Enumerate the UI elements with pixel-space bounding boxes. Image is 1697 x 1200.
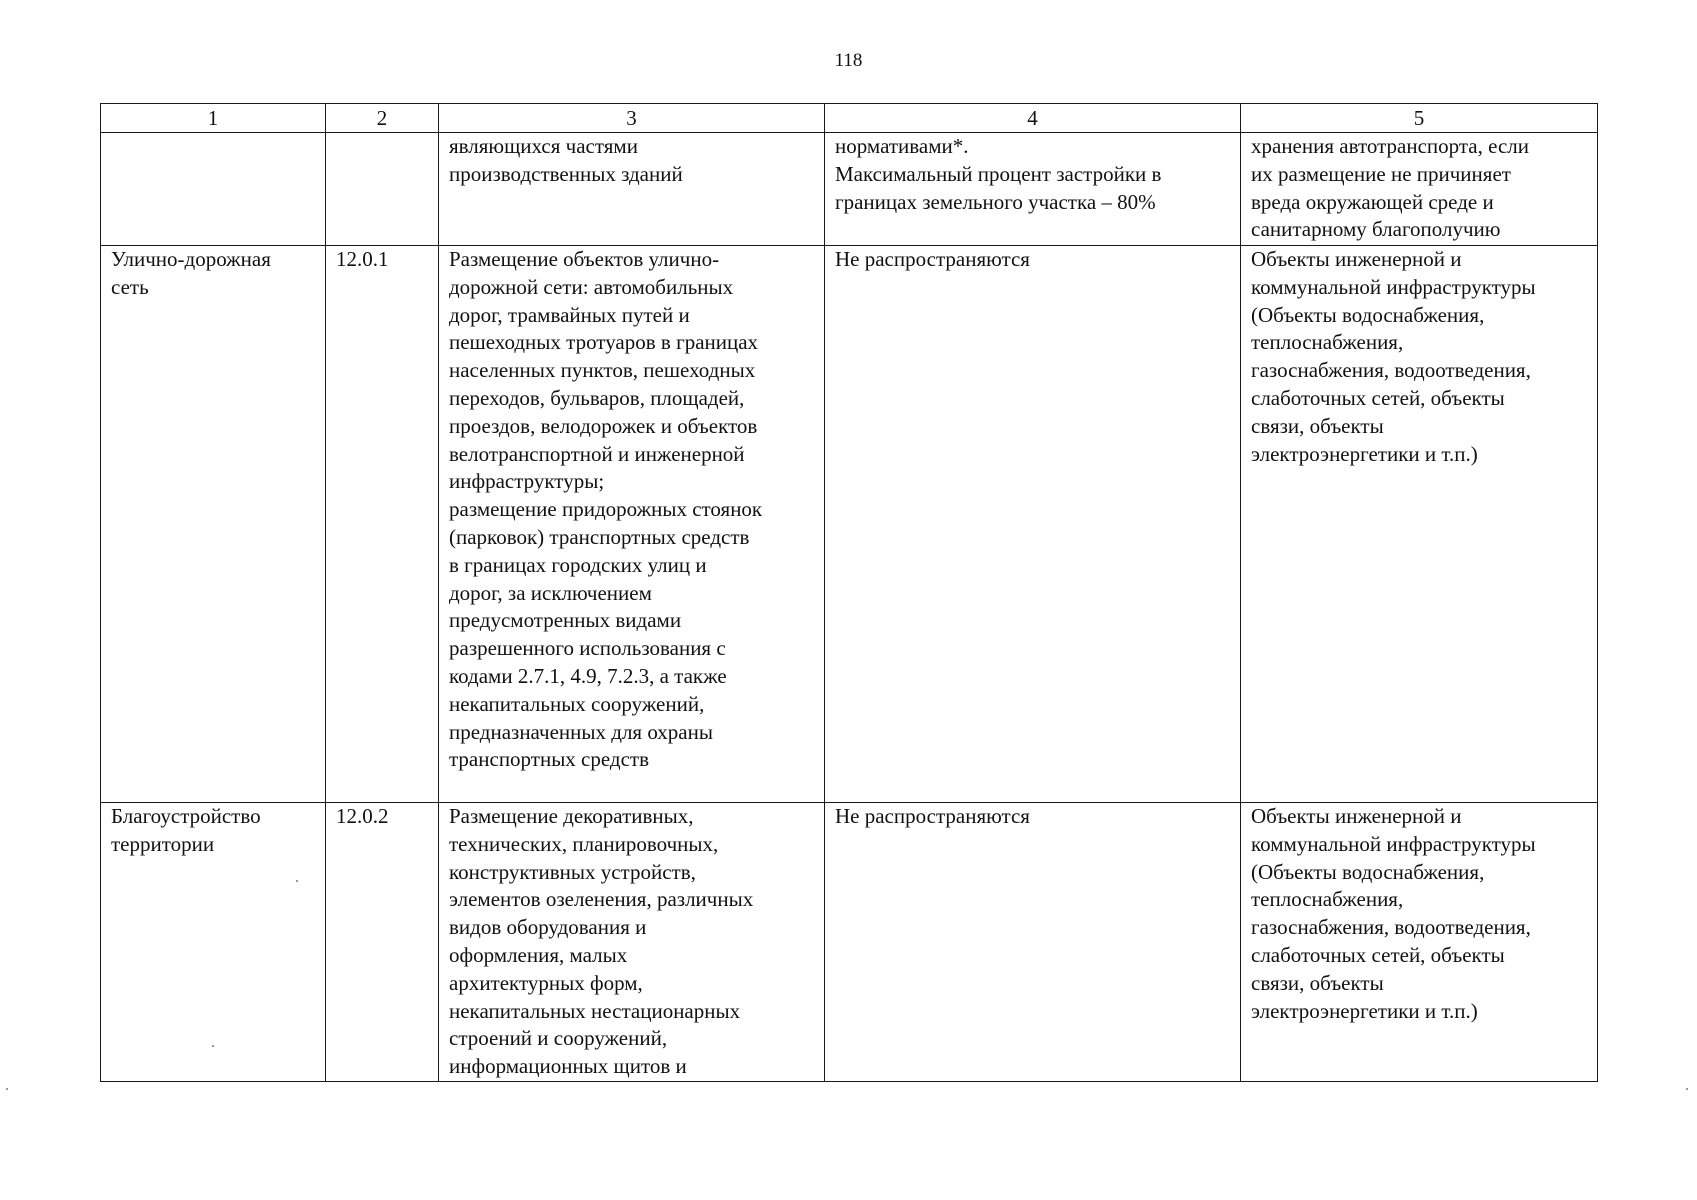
parameters-cell xyxy=(825,803,1241,1082)
parameters-cell xyxy=(825,133,1241,246)
table-body xyxy=(101,133,1598,1082)
land-use-code: 12.0.2 xyxy=(336,804,389,828)
land-use-code-cell xyxy=(326,246,439,803)
land-use-description: Размещение декоративных, технических, планировочных, конструктивных устройств, элементов озеленения, различных видов оборудования и оформления, малых архитектурных форм, некапитальных нестационарных строений и сооружений, информационных щитов и xyxy=(449,804,754,1079)
table-header xyxy=(101,104,1598,133)
column-header-1: 1 xyxy=(101,104,326,133)
land-use-name: Улично-дорожная сеть xyxy=(111,247,271,299)
scan-speck xyxy=(296,880,298,882)
table-row xyxy=(101,803,1598,1082)
table-row xyxy=(101,133,1598,246)
table-row xyxy=(101,246,1598,803)
column-header-3: 3 xyxy=(439,104,825,133)
page-number: 118 xyxy=(834,50,863,71)
permitted-parameters: нормативами*. Максимальный процент застройки в границах земельного участка – 80% xyxy=(835,134,1162,214)
header-row xyxy=(101,104,1598,133)
auxiliary-cell xyxy=(1241,246,1598,803)
description-cell xyxy=(439,133,825,246)
auxiliary-cell xyxy=(1241,803,1598,1082)
land-use-name-cell xyxy=(101,133,326,246)
regulations-table xyxy=(100,103,1598,1082)
permitted-parameters: Не распространяются xyxy=(835,247,1030,271)
permitted-parameters: Не распространяются xyxy=(835,804,1030,828)
land-use-name-cell xyxy=(101,246,326,803)
land-use-name-cell xyxy=(101,803,326,1082)
land-use-code-cell xyxy=(326,133,439,246)
auxiliary-uses: хранения автотранспорта, если их размещение не причиняет вреда окружающей среде и санитарному благополучию xyxy=(1251,134,1530,242)
scan-speck xyxy=(6,1088,8,1090)
land-use-code: 12.0.1 xyxy=(336,247,389,271)
column-header-2: 2 xyxy=(326,104,439,133)
auxiliary-uses: Объекты инженерной и коммунальной инфраструктуры (Объекты водоснабжения, теплоснабжения, газоснабжения, водоотведения, слаботочных сетей, объекты связи, объекты электроэнергетики и т.п.) xyxy=(1251,247,1536,466)
scan-speck xyxy=(1686,1088,1688,1090)
land-use-name: Благоустройство территории xyxy=(111,804,261,856)
description-cell xyxy=(439,803,825,1082)
auxiliary-cell xyxy=(1241,133,1598,246)
description-cell xyxy=(439,246,825,803)
land-use-description: Размещение объектов улично- дорожной сети: автомобильных дорог, трамвайных путей и пешеходных тротуаров в границах населенных пунктов, пешеходных переходов, бульваров, площадей, проездов, велодорожек и объектов велотранспортной и инженерной инфраструктуры; размещение придорожных стоянок (парковок) транспортных средств в границах городских улиц и дорог, за исключением предусмотренных видами разрешенного использования с кодами 2.7.1, 4.9, 7.2.3, а также некапитальных сооружений, предназначенных для охраны транспортных средств xyxy=(449,247,763,772)
land-use-description: являющихся частями производственных зданий xyxy=(449,134,683,186)
parameters-cell xyxy=(825,246,1241,803)
land-use-code-cell xyxy=(326,803,439,1082)
scan-speck xyxy=(212,1045,214,1047)
column-header-5: 5 xyxy=(1241,104,1598,133)
auxiliary-uses: Объекты инженерной и коммунальной инфраструктуры (Объекты водоснабжения, теплоснабжения, газоснабжения, водоотведения, слаботочных сетей, объекты связи, объекты электроэнергетики и т.п.) xyxy=(1251,804,1536,1023)
column-header-4: 4 xyxy=(825,104,1241,133)
